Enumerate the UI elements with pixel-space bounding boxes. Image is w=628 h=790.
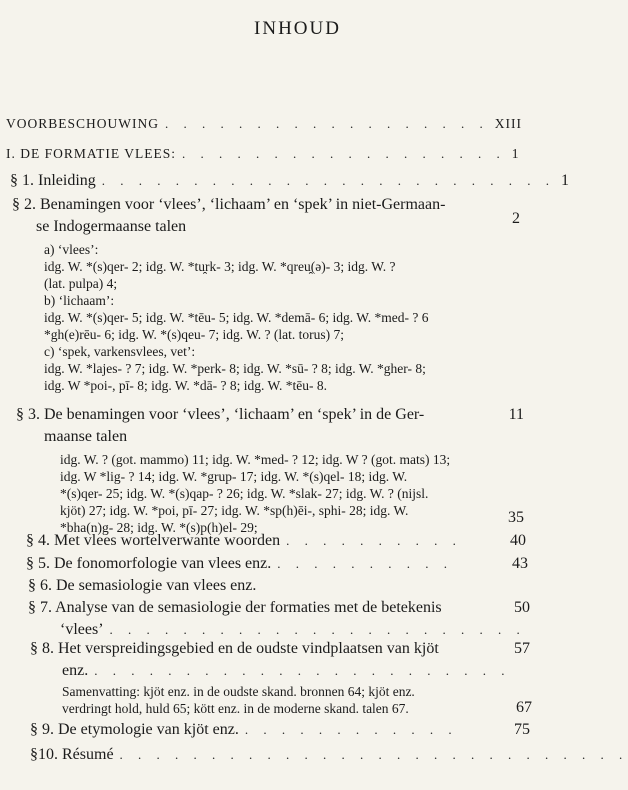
entry-title-line: § 2. Benamingen voor ‘vlees’, ‘lichaam’ en ‘spek’ in niet-Germaan- xyxy=(12,196,446,213)
sub-line: idg. W *lig- ? 14; idg. W. *grup- 17; idg. W. *(s)qel- 18; idg. W. xyxy=(60,469,408,484)
leader-dots: . . . . . . . . . . . . . . . . . . xyxy=(165,116,489,131)
leader-dots: . . . . . . . . . . xyxy=(286,533,462,548)
entry-title: § 5. De fonomorfologie van vlees enz. xyxy=(26,555,272,572)
leader-dots: . . . . . . . . . . . . . . . . . . . . . . . xyxy=(109,622,526,637)
page-number: 1 xyxy=(561,172,570,189)
leader-dots: . . . . . . . . . . . . . . . . . . . . . . . . . . . . xyxy=(119,747,628,762)
page-number: XIII xyxy=(494,116,522,131)
entry-title-line: § 3. De benamingen voor ‘vlees’, ‘lichaam’ en ‘spek’ in de Ger- xyxy=(16,406,425,423)
page-number: 57 xyxy=(514,640,530,657)
page-number: 50 xyxy=(514,599,530,616)
sub-line: idg. W. *(s)qer- 2; idg. W. *tu̯rk- 3; idg. W. *qreu̯(ə)- 3; idg. W. ? xyxy=(44,259,396,274)
toc-entry-formatie-vlees[interactable] xyxy=(6,146,518,162)
sub-line: Samenvatting: kjöt enz. in de oudste skand. bronnen 64; kjöt enz. xyxy=(62,684,415,699)
entry-title-line: maanse talen xyxy=(44,428,128,445)
leader-dots: . . . . . . . . . . xyxy=(277,556,454,571)
entry-title: § 4. Met vlees wortelverwante woorden xyxy=(26,532,281,549)
sub-line: verdringt hold, huld 65; kött enz. in de moderne skand. talen 67. xyxy=(62,701,409,716)
page-number: 67 xyxy=(516,699,532,716)
sub-line: (lat. pulpa) 4; xyxy=(44,276,118,291)
leader-dots: . . . . . . . . . . . . . . . . . . . . . . . . . xyxy=(101,173,556,188)
entry-second-row xyxy=(62,662,511,680)
page-number: 2 xyxy=(512,210,520,227)
entry-title-line: enz. xyxy=(62,662,89,679)
toc-entry-s4[interactable] xyxy=(26,532,526,550)
page-number: 40 xyxy=(510,532,526,549)
entry-title-line: § 8. Het verspreidingsgebied en de oudste vindplaatsen van kjöt xyxy=(30,640,439,657)
leader-dots: . . . . . . . . . . . . . . . . . . xyxy=(182,146,506,161)
entry-title-line: § 7. Analyse van de semasiologie der formaties met de betekenis xyxy=(28,599,442,616)
leader-dots: . . . . . . . . . . . . . . . . . . . . . . . xyxy=(94,663,511,678)
leader-dots: . . . . . . . . . . . . xyxy=(244,722,458,737)
toc-entry-voorbeschouwing[interactable] xyxy=(6,116,522,132)
entry-title-line: ‘vlees’ xyxy=(60,621,104,638)
page-number: 43 xyxy=(512,555,528,572)
sub-line: kjöt) 27; idg. W. *poi, pī- 27; idg. W. *sp(h)ēi-, sphi- 28; idg. W. xyxy=(60,503,409,518)
sub-line: *gh(e)rēu- 6; idg. W. *(s)qeu- 7; idg. W. ? (lat. torus) 7; xyxy=(44,327,344,342)
toc-entry-s10[interactable] xyxy=(30,746,628,764)
entry-second-row xyxy=(60,621,530,639)
toc-entry-s9[interactable] xyxy=(30,721,530,739)
toc-entry-s5[interactable] xyxy=(26,555,528,573)
entry-title: I. DE FORMATIE VLEES: xyxy=(6,146,177,161)
page-title: INHOUD xyxy=(254,18,341,39)
toc-entry-s6[interactable]: § 6. De semasiologie van vlees enz. xyxy=(28,577,257,594)
page-number: 11 xyxy=(508,406,524,423)
entry-title: §10. Résumé xyxy=(30,746,114,763)
sub-heading: c) ‘spek, varkensvlees, vet’: xyxy=(44,344,196,359)
sub-line: idg. W. *lajes- ? 7; idg. W. *perk- 8; idg. W. *sū- ? 8; idg. W. *gher- 8; xyxy=(44,361,426,376)
sub-line: idg. W. *(s)qer- 5; idg. W. *tēu- 5; idg. W. *demā- 6; idg. W. *med- ? 6 xyxy=(44,310,429,325)
sub-line: idg. W *poi-, pī- 8; idg. W. *dā- ? 8; idg. W. *tēu- 8. xyxy=(44,378,327,393)
page-number: 75 xyxy=(514,721,530,738)
entry-title: § 1. Inleiding xyxy=(10,172,96,189)
toc-entry-s1[interactable] xyxy=(10,172,570,190)
entry-title: VOORBESCHOUWING xyxy=(6,116,159,131)
sub-line: *(s)qer- 25; idg. W. *(s)qap- ? 26; idg. W. *slak- 27; idg. W. ? (nijsl. xyxy=(60,486,429,501)
entry-title: § 9. De etymologie van kjöt enz. xyxy=(30,721,239,738)
entry-title-line: se Indogermaanse talen xyxy=(36,218,187,235)
page-number: 35 xyxy=(508,509,524,526)
sub-line: *bha(n)g- 28; idg. W. *(s)p(h)el- 29; xyxy=(60,520,258,535)
sub-heading: b) ‘lichaam’: xyxy=(44,293,115,308)
sub-heading: a) ‘vlees’: xyxy=(44,242,99,257)
page-number: 1 xyxy=(511,146,520,161)
sub-line: idg. W. ? (got. mammo) 11; idg. W. *med- ? 12; idg. W ? (got. mats) 13; xyxy=(60,452,451,467)
